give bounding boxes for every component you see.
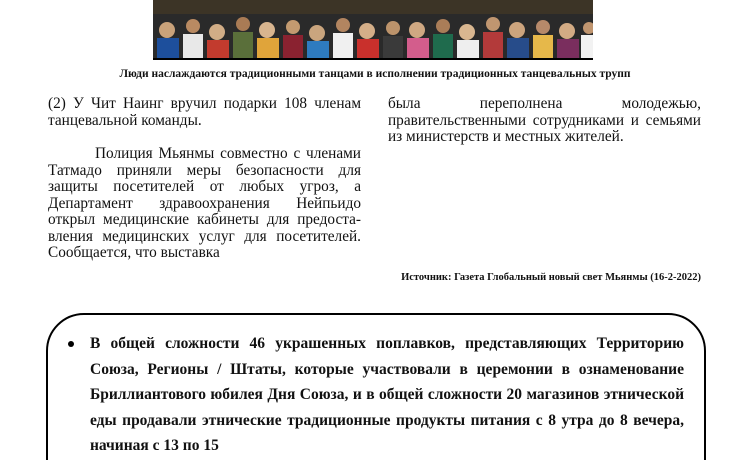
list-item-text: В общей сложности 46 украшенных поплавков, представляющих Территорию Союза, Регионы / Штаты, которые участвовали в церемонии в ознаменование Бриллиантового юбилея Дня Союза, и в общей сложности 20 магазинов этнической еды продавали этнические традиционные продукты питания с 8 утра до 8 вечера, начиная с 13 по 15 [90, 335, 684, 454]
highlight-list [68, 331, 684, 459]
left-paragraph-2: Полиция Мьянмы совместно с членами Татмадо приняли меры безопасности для защиты посетителей от любых угроз, а Департамент здравоохранения Нейпьидо открыл медицинские кабинеты для предоста-вления медицинских услуг для посетителей. Сообщается, что выставка [48, 145, 361, 261]
left-column [48, 96, 361, 262]
source-citation: Источник: Газета Глобальный новый свет Мьянмы (16-2-2022) [401, 272, 701, 283]
bullet-icon [68, 341, 74, 347]
highlight-box [46, 313, 706, 460]
crowd-photo [153, 0, 593, 60]
photo-caption: Люди наслаждаются традиционными танцами в исполнении традиционных танцевальных трупп [119, 68, 631, 80]
right-paragraph-1: была переполнена молодежью, правительственными сотрудниками и семьями из министерств и местных жителей. [388, 95, 701, 145]
right-column [388, 96, 701, 146]
list-item [68, 331, 684, 459]
left-paragraph-1: (2) У Чит Наинг вручил подарки 108 членам танцевальной команды. [48, 95, 361, 129]
